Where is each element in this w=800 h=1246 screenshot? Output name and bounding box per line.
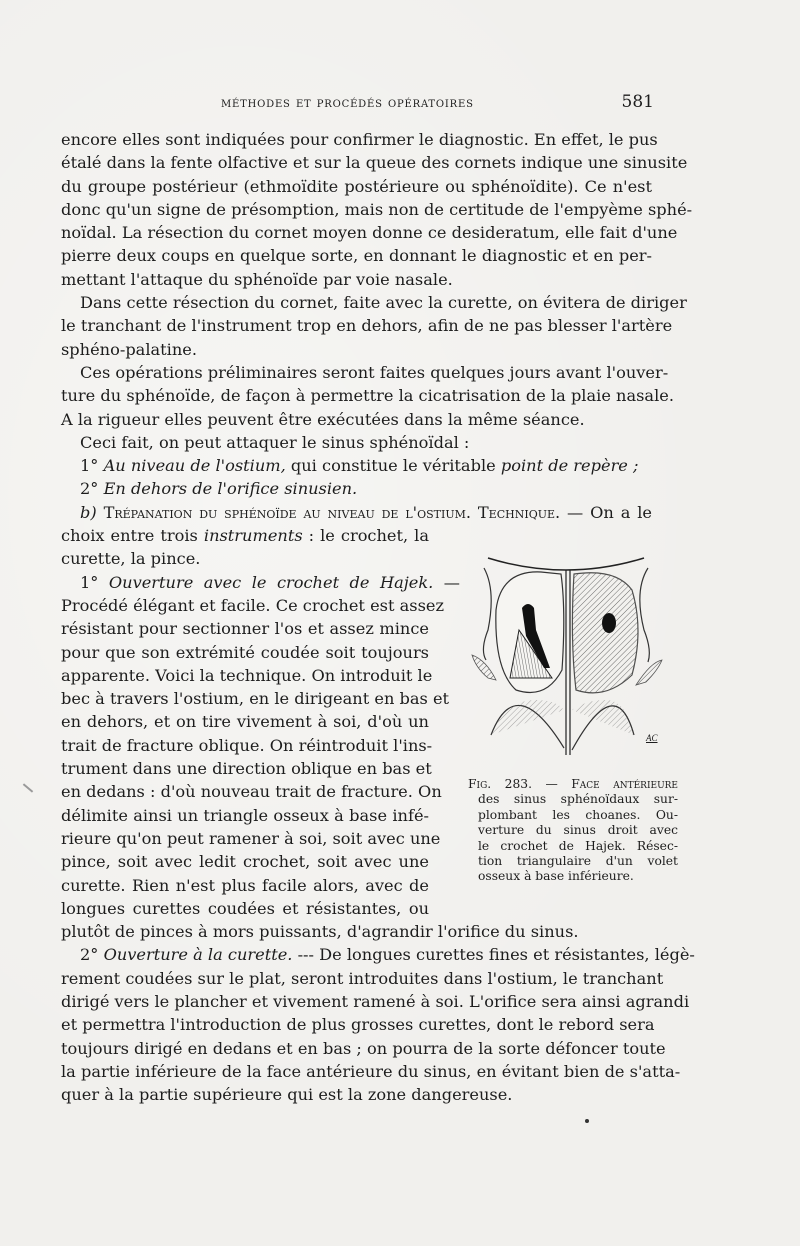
text-line	[61, 524, 429, 547]
caption-line: verture du sinus droit avec	[478, 823, 678, 838]
subsection-number: 1°	[80, 572, 99, 592]
text-line: en dedans : d'où nouveau trait de fracture. On	[61, 782, 442, 802]
paper-speck	[585, 1119, 589, 1123]
text-line: résistant pour sectionner l'os et assez mince	[61, 619, 429, 639]
caption-line: des sinus sphénoïdaux sur-	[478, 792, 678, 807]
subsection-dash: —	[433, 572, 460, 592]
paragraph-3	[61, 361, 674, 431]
section-text: — On a le	[560, 502, 653, 522]
text-line: dirigé vers le plancher et vivement ramené à soi. L'orifice sera ainsi agrandi	[61, 991, 690, 1011]
text-line: pierre deux coups en quelque sorte, en donnant le diagnostic et en per-	[61, 246, 652, 266]
list-italic: Au niveau de l'ostium,	[103, 456, 286, 476]
text-line: Ceci fait, on peut attaquer le sinus sphénoïdal :	[80, 432, 470, 452]
page-number: 581	[621, 92, 654, 112]
text-line: plutôt de pinces à mors puissants, d'agrandir l'orifice du sinus.	[61, 922, 579, 942]
text-line: curette, la pince.	[61, 549, 201, 569]
figure-caption	[468, 777, 678, 885]
text-line: apparente. Voici la technique. On introduit le	[61, 665, 433, 685]
list-item-1	[61, 454, 652, 477]
text-line: rement coudées sur le plat, seront introduites dans l'ostium, le tranchant	[61, 968, 664, 988]
text-line	[61, 571, 460, 594]
subsection-number: 2°	[80, 945, 99, 965]
paragraph-2	[61, 291, 687, 361]
text-line: Procédé élégant et facile. Ce crochet est assez	[61, 595, 444, 615]
text-line: quer à la partie supérieure qui est la zone dangereuse.	[61, 1085, 513, 1105]
text-line: trument dans une direction oblique en bas et	[61, 759, 432, 779]
artist-signature: AC	[646, 733, 658, 743]
text-line: mettant l'attaque du sphénoïde par voie nasale.	[61, 269, 453, 289]
section-title: Trépanation du sphénoïde au niveau de l'ostium. Technique.	[103, 502, 561, 522]
paragraph-4	[61, 431, 652, 454]
section-text: choix entre trois	[61, 526, 204, 546]
section-text: : le crochet, la	[302, 526, 429, 546]
anatomical-figure	[466, 550, 696, 770]
text-line	[61, 477, 652, 500]
running-head	[221, 92, 654, 112]
text-line: le tranchant de l'instrument trop en dehors, afin de ne pas blesser l'artère	[61, 316, 673, 336]
caption-line	[468, 777, 678, 792]
text-line: ture du sphénoïde, de façon à permettre la cicatrisation de la plaie nasale.	[61, 386, 674, 406]
paragraph-1	[61, 128, 693, 291]
section-italic: instruments	[203, 526, 303, 546]
text-line	[61, 501, 652, 524]
text-line	[61, 943, 695, 966]
text-line: noïdal. La résection du cornet moyen donne ce desideratum, elle fait d'une	[61, 223, 678, 243]
right-sinus	[572, 573, 638, 693]
text-line: A la rigueur elles peuvent être exécutées dans la même séance.	[61, 409, 585, 429]
caption-line: plombant les choanes. Ou-	[478, 807, 678, 822]
sphenoid-sinus-illustration	[466, 550, 696, 770]
text-line: Dans cette résection du cornet, faite avec la curette, on évitera de diriger	[80, 293, 687, 313]
text-line: délimite ainsi un triangle osseux à base infé-	[61, 805, 429, 825]
caption-text: Fig. 283. — Face antérieure	[468, 777, 678, 791]
text-line: pince, soit avec ledit crochet, soit avec une	[61, 852, 429, 872]
text-line	[61, 454, 652, 477]
subsection-title: Ouverture avec le crochet de Hajek.	[108, 572, 434, 592]
subsection-2	[61, 943, 695, 1106]
text-line: rieure qu'on peut ramener à soi, soit avec une	[61, 828, 441, 848]
list-number: 1°	[80, 456, 99, 476]
paper-scratch	[23, 783, 33, 792]
text-line: la partie inférieure de la face antérieure du sinus, en évitant bien de s'atta-	[61, 1061, 681, 1081]
caption-line: tion triangulaire d'un volet	[478, 854, 678, 869]
text-line: sphéno-palatine.	[61, 339, 197, 359]
list-number: 2°	[80, 479, 99, 499]
text-line: et permettra l'introduction de plus grosses curettes, dont le rebord sera	[61, 1015, 655, 1035]
list-item-2	[61, 477, 652, 500]
list-italic: En dehors de l'orifice sinusien.	[103, 479, 358, 499]
text-line: toujours dirigé en dedans et en bas ; on pourra de la sorte défoncer toute	[61, 1038, 666, 1058]
text-line: pour que son extrémité coudée soit toujours	[61, 642, 429, 662]
list-text: qui constitue le véritable	[285, 456, 501, 476]
text-line: donc qu'un signe de présomption, mais non de certitude de l'empyème sphé-	[61, 199, 693, 219]
list-italic: point de repère ;	[500, 456, 639, 476]
text-line: en dehors, et on tire vivement à soi, d'où un	[61, 712, 429, 732]
text-line: longues curettes coudées et résistantes, ou	[61, 898, 429, 918]
text-line: du groupe postérieur (ethmoïdite postérieure ou sphénoïdite). Ce n'est	[61, 176, 652, 196]
text-line: bec à travers l'ostium, en le dirigeant en bas et	[61, 689, 450, 709]
text-line: encore elles sont indiquées pour confirmer le diagnostic. En effet, le pus	[61, 130, 658, 149]
subsection-text: --- De longues curettes fines et résistantes, légè-	[292, 945, 695, 965]
subsection-title: Ouverture à la curette.	[103, 945, 293, 965]
text-line: Ces opérations préliminaires seront faites quelques jours avant l'ouver-	[80, 362, 669, 382]
caption-line: le crochet de Hajek. Résec-	[478, 838, 678, 853]
running-title: méthodes et procédés opératoires	[221, 95, 474, 111]
caption-line: osseux à base inférieure.	[478, 869, 634, 884]
text-line: trait de fracture oblique. On réintroduit l'ins-	[61, 735, 433, 755]
ostium-right	[602, 613, 616, 633]
text-line: étalé dans la fente olfactive et sur la queue des cornets indique une sinusite	[61, 153, 688, 173]
section-label: b)	[80, 502, 97, 522]
text-line: curette. Rien n'est plus facile alors, avec de	[61, 875, 429, 895]
